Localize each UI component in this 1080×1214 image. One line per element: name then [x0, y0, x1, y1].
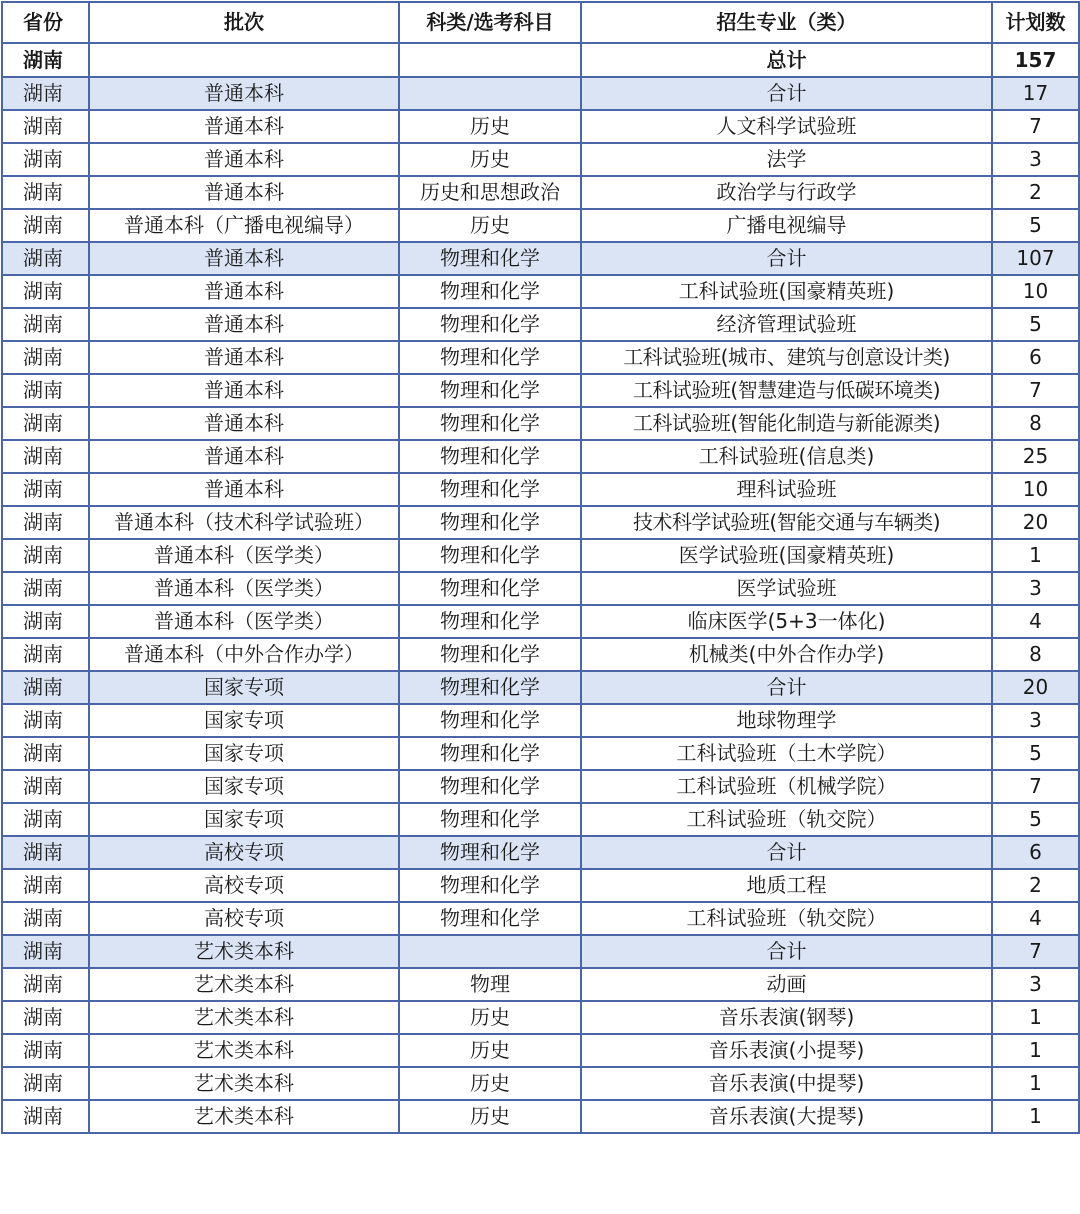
- cell-batch: 普通本科: [89, 341, 399, 374]
- cell-batch: 普通本科: [89, 242, 399, 275]
- cell-major: 总计: [581, 43, 992, 77]
- subtotal-row: [2, 77, 1079, 110]
- cell-batch: 国家专项: [89, 737, 399, 770]
- cell-batch: 普通本科: [89, 176, 399, 209]
- table-row: [2, 902, 1079, 935]
- table-row: [2, 968, 1079, 1001]
- cell-plan: 20: [992, 506, 1079, 539]
- header-major: 招生专业（类）: [581, 2, 992, 43]
- cell-plan: 4: [992, 902, 1079, 935]
- cell-subject: 物理和化学: [399, 638, 581, 671]
- cell-subject: 物理和化学: [399, 341, 581, 374]
- cell-batch: 普通本科: [89, 473, 399, 506]
- header-plan: 计划数: [992, 2, 1079, 43]
- cell-plan: 10: [992, 473, 1079, 506]
- cell-batch: 艺术类本科: [89, 1034, 399, 1067]
- cell-province: 湖南: [2, 869, 89, 902]
- cell-province: 湖南: [2, 539, 89, 572]
- cell-plan: 6: [992, 341, 1079, 374]
- table-row: [2, 1034, 1079, 1067]
- table-row: [2, 605, 1079, 638]
- subtotal-row: [2, 671, 1079, 704]
- cell-province: 湖南: [2, 572, 89, 605]
- cell-batch: 普通本科: [89, 440, 399, 473]
- cell-plan: 2: [992, 869, 1079, 902]
- table-header: [2, 2, 1079, 43]
- cell-plan: 157: [992, 43, 1079, 77]
- cell-subject: 历史: [399, 143, 581, 176]
- header-subject: 科类/选考科目: [399, 2, 581, 43]
- total-row: [2, 43, 1079, 77]
- cell-batch: 高校专项: [89, 836, 399, 869]
- cell-plan: 7: [992, 110, 1079, 143]
- cell-major: 合计: [581, 242, 992, 275]
- cell-subject: 历史: [399, 110, 581, 143]
- cell-batch: 艺术类本科: [89, 1067, 399, 1100]
- cell-subject: 物理和化学: [399, 605, 581, 638]
- cell-plan: 5: [992, 803, 1079, 836]
- table-row: [2, 572, 1079, 605]
- cell-subject: 物理和化学: [399, 704, 581, 737]
- cell-major: 工科试验班（轨交院）: [581, 803, 992, 836]
- cell-batch: 普通本科（中外合作办学）: [89, 638, 399, 671]
- cell-major: 音乐表演(小提琴): [581, 1034, 992, 1067]
- table-row: [2, 374, 1079, 407]
- table-row: [2, 539, 1079, 572]
- cell-province: 湖南: [2, 605, 89, 638]
- cell-province: 湖南: [2, 737, 89, 770]
- table-row: [2, 506, 1079, 539]
- cell-major: 广播电视编导: [581, 209, 992, 242]
- cell-major: 工科试验班(国豪精英班): [581, 275, 992, 308]
- cell-province: 湖南: [2, 275, 89, 308]
- cell-province: 湖南: [2, 671, 89, 704]
- cell-province: 湖南: [2, 308, 89, 341]
- table-row: [2, 308, 1079, 341]
- cell-major: 机械类(中外合作办学): [581, 638, 992, 671]
- cell-batch: 普通本科: [89, 77, 399, 110]
- cell-plan: 3: [992, 143, 1079, 176]
- cell-plan: 7: [992, 770, 1079, 803]
- cell-major: 合计: [581, 77, 992, 110]
- cell-major: 经济管理试验班: [581, 308, 992, 341]
- table-row: [2, 440, 1079, 473]
- cell-batch: 艺术类本科: [89, 1001, 399, 1034]
- cell-batch: 国家专项: [89, 704, 399, 737]
- cell-batch: 普通本科（广播电视编导）: [89, 209, 399, 242]
- cell-major: 地球物理学: [581, 704, 992, 737]
- cell-batch: 高校专项: [89, 869, 399, 902]
- cell-major: 工科试验班（机械学院）: [581, 770, 992, 803]
- cell-plan: 7: [992, 374, 1079, 407]
- cell-subject: 物理和化学: [399, 869, 581, 902]
- cell-major: 理科试验班: [581, 473, 992, 506]
- cell-province: 湖南: [2, 1034, 89, 1067]
- cell-subject: 物理和化学: [399, 242, 581, 275]
- header-batch: 批次: [89, 2, 399, 43]
- cell-subject: 物理: [399, 968, 581, 1001]
- cell-batch: 高校专项: [89, 902, 399, 935]
- cell-province: 湖南: [2, 77, 89, 110]
- cell-plan: 3: [992, 572, 1079, 605]
- cell-major: 合计: [581, 935, 992, 968]
- table-row: [2, 473, 1079, 506]
- cell-province: 湖南: [2, 506, 89, 539]
- cell-subject: 物理和化学: [399, 506, 581, 539]
- cell-batch: 艺术类本科: [89, 968, 399, 1001]
- cell-batch: 普通本科（医学类）: [89, 572, 399, 605]
- cell-province: 湖南: [2, 374, 89, 407]
- cell-subject: 物理和化学: [399, 374, 581, 407]
- cell-plan: 1: [992, 539, 1079, 572]
- cell-plan: 4: [992, 605, 1079, 638]
- cell-major: 合计: [581, 836, 992, 869]
- table-row: [2, 770, 1079, 803]
- cell-subject: 物理和化学: [399, 473, 581, 506]
- cell-major: 工科试验班(智慧建造与低碳环境类): [581, 374, 992, 407]
- cell-province: 湖南: [2, 902, 89, 935]
- cell-batch: 普通本科: [89, 110, 399, 143]
- cell-major: 工科试验班(城市、建筑与创意设计类): [581, 341, 992, 374]
- cell-major: 人文科学试验班: [581, 110, 992, 143]
- cell-major: 医学试验班: [581, 572, 992, 605]
- cell-province: 湖南: [2, 110, 89, 143]
- cell-major: 动画: [581, 968, 992, 1001]
- cell-plan: 7: [992, 935, 1079, 968]
- cell-subject: 物理和化学: [399, 737, 581, 770]
- cell-province: 湖南: [2, 770, 89, 803]
- subtotal-row: [2, 242, 1079, 275]
- cell-province: 湖南: [2, 242, 89, 275]
- cell-province: 湖南: [2, 209, 89, 242]
- table-row: [2, 704, 1079, 737]
- header-row: [2, 2, 1079, 43]
- cell-plan: 1: [992, 1034, 1079, 1067]
- cell-plan: 3: [992, 968, 1079, 1001]
- cell-batch: 普通本科（技术科学试验班）: [89, 506, 399, 539]
- cell-province: 湖南: [2, 440, 89, 473]
- cell-subject: 历史: [399, 209, 581, 242]
- cell-plan: 5: [992, 209, 1079, 242]
- cell-province: 湖南: [2, 407, 89, 440]
- table-row: [2, 143, 1079, 176]
- cell-batch: 国家专项: [89, 671, 399, 704]
- cell-province: 湖南: [2, 176, 89, 209]
- cell-plan: 17: [992, 77, 1079, 110]
- cell-plan: 5: [992, 308, 1079, 341]
- table-row: [2, 275, 1079, 308]
- table-row: [2, 803, 1079, 836]
- cell-plan: 2: [992, 176, 1079, 209]
- table-row: [2, 1001, 1079, 1034]
- cell-province: 湖南: [2, 638, 89, 671]
- cell-province: 湖南: [2, 1100, 89, 1133]
- table-row: [2, 407, 1079, 440]
- cell-plan: 8: [992, 638, 1079, 671]
- cell-subject: 物理和化学: [399, 770, 581, 803]
- cell-subject: [399, 935, 581, 968]
- cell-subject: 物理和化学: [399, 572, 581, 605]
- cell-subject: [399, 77, 581, 110]
- cell-batch: 普通本科: [89, 143, 399, 176]
- cell-batch: 普通本科（医学类）: [89, 605, 399, 638]
- table-row: [2, 1100, 1079, 1133]
- cell-major: 音乐表演(钢琴): [581, 1001, 992, 1034]
- cell-subject: 历史: [399, 1067, 581, 1100]
- cell-major: 工科试验班(信息类): [581, 440, 992, 473]
- cell-province: 湖南: [2, 935, 89, 968]
- cell-major: 临床医学(5+3一体化): [581, 605, 992, 638]
- table-row: [2, 110, 1079, 143]
- table-row: [2, 638, 1079, 671]
- cell-province: 湖南: [2, 968, 89, 1001]
- cell-plan: 1: [992, 1100, 1079, 1133]
- cell-subject: 物理和化学: [399, 836, 581, 869]
- cell-major: 音乐表演(中提琴): [581, 1067, 992, 1100]
- enrollment-plan-table: [1, 1, 1080, 1134]
- cell-province: 湖南: [2, 704, 89, 737]
- cell-subject: 历史: [399, 1034, 581, 1067]
- cell-plan: 107: [992, 242, 1079, 275]
- cell-batch: [89, 43, 399, 77]
- cell-batch: 普通本科: [89, 275, 399, 308]
- table-body: [2, 43, 1079, 1133]
- cell-subject: [399, 43, 581, 77]
- cell-subject: 物理和化学: [399, 539, 581, 572]
- cell-plan: 20: [992, 671, 1079, 704]
- cell-subject: 物理和化学: [399, 308, 581, 341]
- cell-batch: 国家专项: [89, 770, 399, 803]
- cell-subject: 物理和化学: [399, 902, 581, 935]
- cell-province: 湖南: [2, 341, 89, 374]
- cell-batch: 艺术类本科: [89, 1100, 399, 1133]
- cell-province: 湖南: [2, 143, 89, 176]
- cell-plan: 6: [992, 836, 1079, 869]
- cell-subject: 物理和化学: [399, 407, 581, 440]
- cell-major: 医学试验班(国豪精英班): [581, 539, 992, 572]
- cell-province: 湖南: [2, 43, 89, 77]
- cell-subject: 历史: [399, 1100, 581, 1133]
- cell-major: 地质工程: [581, 869, 992, 902]
- cell-subject: 历史: [399, 1001, 581, 1034]
- cell-plan: 10: [992, 275, 1079, 308]
- cell-province: 湖南: [2, 473, 89, 506]
- cell-plan: 1: [992, 1001, 1079, 1034]
- cell-province: 湖南: [2, 1001, 89, 1034]
- table-row: [2, 209, 1079, 242]
- header-province: 省份: [2, 2, 89, 43]
- table-row: [2, 176, 1079, 209]
- cell-plan: 5: [992, 737, 1079, 770]
- cell-subject: 物理和化学: [399, 671, 581, 704]
- cell-major: 法学: [581, 143, 992, 176]
- cell-plan: 1: [992, 1067, 1079, 1100]
- cell-subject: 物理和化学: [399, 275, 581, 308]
- cell-major: 工科试验班（土木学院）: [581, 737, 992, 770]
- cell-batch: 艺术类本科: [89, 935, 399, 968]
- cell-plan: 25: [992, 440, 1079, 473]
- cell-batch: 普通本科: [89, 407, 399, 440]
- table-row: [2, 341, 1079, 374]
- cell-plan: 8: [992, 407, 1079, 440]
- table-row: [2, 737, 1079, 770]
- cell-province: 湖南: [2, 1067, 89, 1100]
- cell-major: 工科试验班（轨交院）: [581, 902, 992, 935]
- subtotal-row: [2, 836, 1079, 869]
- table-row: [2, 869, 1079, 902]
- cell-province: 湖南: [2, 836, 89, 869]
- cell-province: 湖南: [2, 803, 89, 836]
- cell-subject: 物理和化学: [399, 440, 581, 473]
- cell-batch: 普通本科: [89, 374, 399, 407]
- cell-batch: 普通本科: [89, 308, 399, 341]
- cell-major: 音乐表演(大提琴): [581, 1100, 992, 1133]
- cell-major: 工科试验班(智能化制造与新能源类): [581, 407, 992, 440]
- cell-batch: 国家专项: [89, 803, 399, 836]
- cell-subject: 物理和化学: [399, 803, 581, 836]
- cell-major: 政治学与行政学: [581, 176, 992, 209]
- cell-batch: 普通本科（医学类）: [89, 539, 399, 572]
- table-row: [2, 1067, 1079, 1100]
- cell-major: 合计: [581, 671, 992, 704]
- cell-major: 技术科学试验班(智能交通与车辆类): [581, 506, 992, 539]
- cell-plan: 3: [992, 704, 1079, 737]
- subtotal-row: [2, 935, 1079, 968]
- cell-subject: 历史和思想政治: [399, 176, 581, 209]
